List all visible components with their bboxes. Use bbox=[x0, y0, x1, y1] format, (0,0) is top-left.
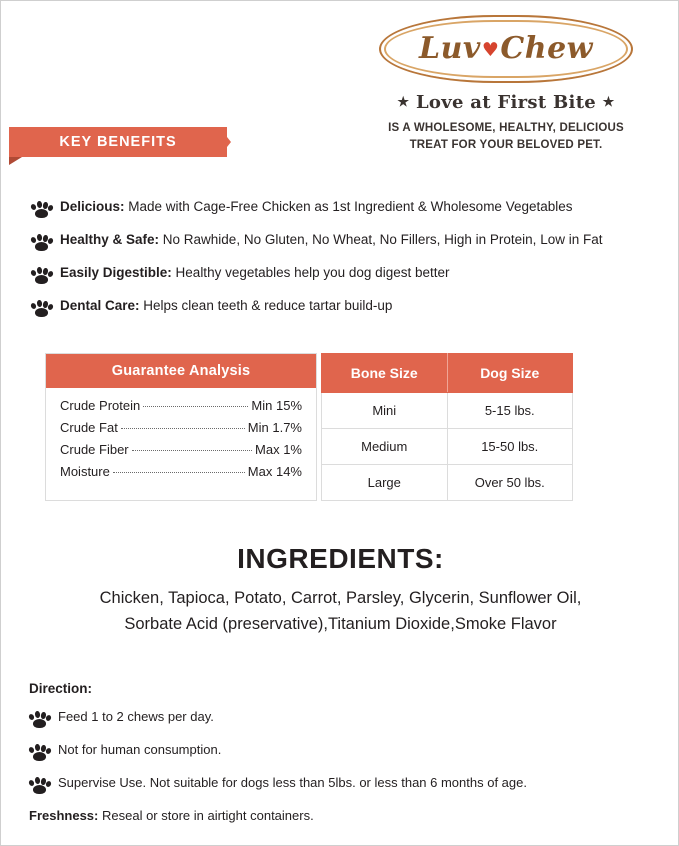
size-chart-table bbox=[321, 353, 573, 501]
paw-icon bbox=[29, 744, 49, 761]
guarantee-row-value: Max 14% bbox=[247, 464, 302, 479]
benefit-item bbox=[31, 265, 651, 284]
guarantee-row-value: Min 1.7% bbox=[247, 420, 302, 435]
leader-dots bbox=[113, 472, 245, 473]
direction-item bbox=[29, 709, 649, 728]
paw-icon bbox=[29, 711, 49, 728]
size-chart-body bbox=[322, 393, 573, 501]
size-chart-cell-bone: Medium bbox=[322, 429, 448, 465]
logo-badge bbox=[379, 15, 633, 83]
freshness-text: Reseal or store in airtight containers. bbox=[98, 808, 314, 823]
benefit-body: Healthy vegetables help you dog digest better bbox=[171, 265, 450, 280]
benefit-title: Healthy & Safe: bbox=[60, 232, 160, 247]
benefit-text bbox=[60, 298, 392, 315]
brand-block bbox=[356, 15, 656, 153]
size-chart-cell-dog: Over 50 lbs. bbox=[447, 465, 573, 501]
benefits-list bbox=[31, 199, 651, 331]
paw-icon bbox=[31, 267, 51, 284]
paw-icon bbox=[31, 234, 51, 251]
ribbon-notch bbox=[219, 127, 231, 157]
logo-word-chew: Chew bbox=[500, 31, 593, 66]
brand-subtagline bbox=[356, 120, 656, 153]
guarantee-row bbox=[60, 420, 302, 435]
brand-subtagline-line1: IS A WHOLESOME, HEALTHY, DELICIOUS bbox=[388, 122, 624, 134]
guarantee-row-value: Max 1% bbox=[255, 442, 302, 457]
leader-dots bbox=[121, 428, 245, 429]
table-row bbox=[322, 465, 573, 501]
direction-item-text: Supervise Use. Not suitable for dogs less than 5lbs. or less than 6 months of age. bbox=[58, 775, 527, 790]
benefit-item bbox=[31, 232, 651, 251]
guarantee-analysis-header: Guarantee Analysis bbox=[46, 354, 316, 388]
benefit-body: Made with Cage-Free Chicken as 1st Ingredient & Wholesome Vegetables bbox=[124, 199, 573, 214]
table-header-row bbox=[322, 354, 573, 393]
benefit-title: Easily Digestible: bbox=[60, 265, 172, 280]
brand-subtagline-line2: TREAT FOR YOUR BELOVED PET. bbox=[409, 138, 603, 151]
guarantee-row-name: Moisture bbox=[60, 464, 110, 479]
ingredients-body bbox=[41, 586, 640, 637]
direction-item-text: Feed 1 to 2 chews per day. bbox=[58, 709, 214, 724]
brand-tagline-text: Love at First Bite bbox=[415, 92, 597, 113]
direction-item-text: Not for human consumption. bbox=[58, 742, 222, 757]
benefit-body: No Rawhide, No Gluten, No Wheat, No Fillers, High in Protein, Low in Fat bbox=[159, 232, 603, 247]
table-row bbox=[322, 429, 573, 465]
ingredients-title: INGREDIENTS: bbox=[237, 543, 444, 574]
direction-item bbox=[29, 742, 649, 761]
star-icon-right: ★ bbox=[602, 95, 615, 110]
heart-icon: ♥ bbox=[481, 38, 500, 61]
direction-section bbox=[29, 681, 649, 823]
brand-tagline bbox=[356, 92, 656, 113]
paw-icon bbox=[29, 777, 49, 794]
benefit-title: Delicious: bbox=[60, 199, 125, 214]
benefit-text bbox=[60, 199, 573, 216]
size-chart-header-dog: Dog Size bbox=[447, 354, 573, 393]
leader-dots bbox=[143, 406, 248, 407]
paw-icon bbox=[31, 201, 51, 218]
ingredients-line-1: Chicken, Tapioca, Potato, Carrot, Parsley, Glycerin, Sunflower Oil, bbox=[99, 589, 582, 607]
logo-wordmark bbox=[419, 31, 593, 66]
star-icon-left: ★ bbox=[397, 95, 410, 110]
benefit-item bbox=[31, 298, 651, 317]
size-chart-cell-bone: Large bbox=[322, 465, 448, 501]
guarantee-analysis-table bbox=[45, 353, 317, 501]
benefit-title: Dental Care: bbox=[60, 298, 140, 313]
benefit-text bbox=[60, 232, 602, 249]
ingredients-line-2: Sorbate Acid (preservative),Titanium Dioxide,Smoke Flavor bbox=[124, 614, 557, 633]
freshness-note bbox=[29, 808, 649, 823]
guarantee-row bbox=[60, 464, 302, 479]
guarantee-row-name: Crude Protein bbox=[60, 398, 141, 413]
size-chart-head bbox=[322, 354, 573, 393]
key-benefits-ribbon bbox=[1, 127, 241, 163]
guarantee-row bbox=[60, 442, 302, 457]
guarantee-row-name: Crude Fat bbox=[60, 420, 118, 435]
key-benefits-ribbon-label: KEY BENEFITS bbox=[9, 127, 227, 157]
size-chart-cell-dog: 15-50 lbs. bbox=[447, 429, 573, 465]
size-chart-cell-dog: 5-15 lbs. bbox=[447, 393, 573, 429]
benefit-text bbox=[60, 265, 449, 282]
paw-icon bbox=[31, 300, 51, 317]
guarantee-row bbox=[60, 398, 302, 413]
direction-item bbox=[29, 775, 649, 794]
direction-title: Direction: bbox=[29, 681, 93, 696]
logo-word-luv: Luv bbox=[419, 31, 481, 66]
benefit-item bbox=[31, 199, 651, 218]
benefit-body: Helps clean teeth & reduce tartar build-up bbox=[139, 298, 393, 313]
freshness-label: Freshness: bbox=[29, 808, 99, 823]
guarantee-row-name: Crude Fiber bbox=[60, 442, 129, 457]
table-row bbox=[322, 393, 573, 429]
guarantee-analysis-body bbox=[46, 388, 316, 500]
leader-dots bbox=[132, 450, 252, 451]
guarantee-row-value: Min 15% bbox=[251, 398, 302, 413]
ribbon-tail bbox=[9, 157, 22, 165]
size-chart-header-bone: Bone Size bbox=[322, 354, 448, 393]
size-chart-cell-bone: Mini bbox=[322, 393, 448, 429]
